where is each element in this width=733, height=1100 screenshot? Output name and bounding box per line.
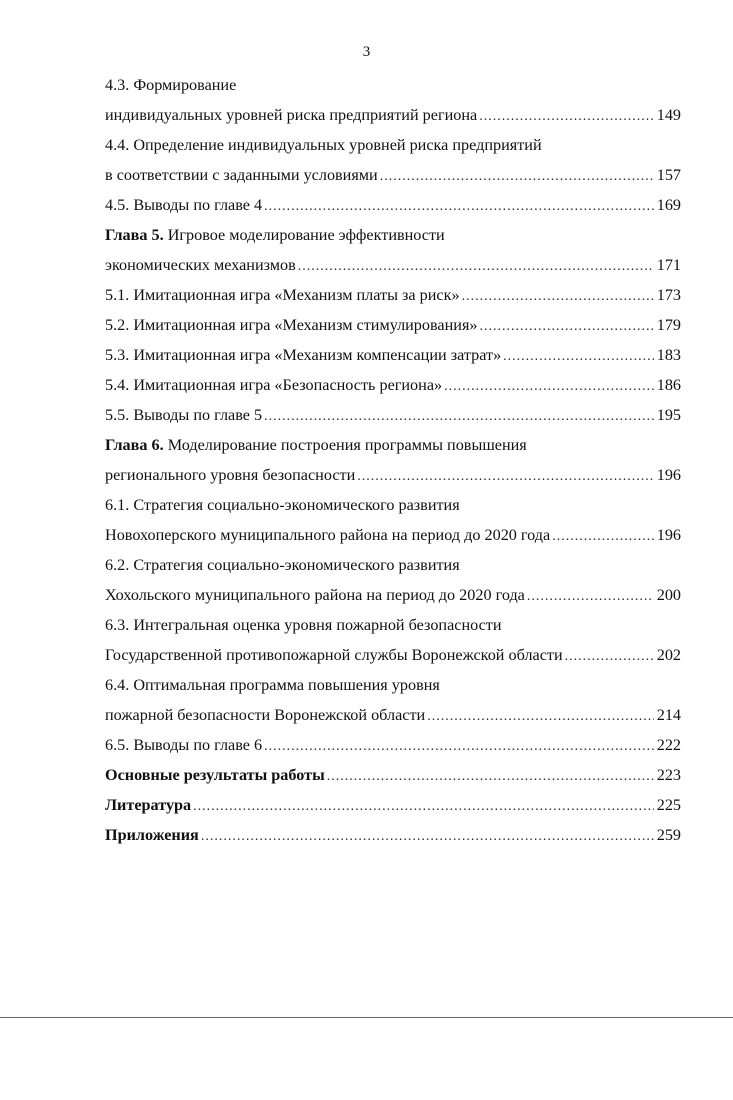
toc-dot-leader [462,282,654,312]
toc-dot-leader [264,732,654,762]
toc-entry-text [105,460,355,490]
toc-entry-title: 6.1. Стратегия социально-экономического развития [105,496,460,514]
toc-entry-text [105,250,296,280]
toc-entry-title: 6.3. Интегральная оценка уровня пожарной безопасности [105,616,502,634]
toc-line [105,130,681,160]
toc-line [105,370,681,400]
toc-entry-title: 6.2. Стратегия социально-экономического развития [105,556,460,574]
toc-line [105,280,681,310]
toc-dot-leader [298,252,654,282]
toc-entry-text [105,640,563,670]
toc-entry-text [105,340,501,370]
page-number: 3 [362,44,371,60]
toc-page-number: 222 [656,736,681,754]
toc-page-number: 196 [656,466,681,484]
toc-line [105,820,681,850]
toc-page-number: 157 [656,166,681,184]
toc-dot-leader [327,762,654,792]
toc-line [105,70,681,100]
toc-page-number: 225 [656,796,681,814]
toc-dot-leader [444,372,654,402]
toc-line [105,730,681,760]
toc-dot-leader [552,522,654,552]
toc-page-number: 196 [656,526,681,544]
toc-dot-leader [427,702,654,732]
toc-entry-title: Моделирование построения программы повышения [163,436,527,454]
footer-rule [0,1017,733,1018]
toc-page-number: 223 [656,766,681,784]
toc-line [105,520,681,550]
toc-page-number: 195 [656,406,681,424]
toc-entry-text [105,760,325,790]
toc-line [105,700,681,730]
toc-line [105,190,681,220]
toc-entry-title: Государственной противопожарной службы Воронежской области [105,646,563,664]
toc-dot-leader [357,462,653,492]
toc-entry-label-bold: Глава 5. [105,226,164,244]
toc-dot-leader [264,402,654,432]
toc-dot-leader [565,642,654,672]
toc-entry-text [105,580,525,610]
toc-entry-text [105,430,527,460]
toc-entry-text [105,610,502,640]
toc-line [105,220,681,250]
toc-entry-text [105,790,191,820]
toc-entry-label-bold: Основные результаты работы [105,766,325,784]
toc-line [105,310,681,340]
toc-line [105,640,681,670]
table-of-contents [105,70,681,850]
toc-line [105,580,681,610]
toc-entry-title: 6.4. Оптимальная программа повышения уровня [105,676,440,694]
toc-entry-text [105,820,199,850]
toc-page-number: 183 [656,346,681,364]
toc-line [105,550,681,580]
toc-entry-title: Игровое моделирование эффективности [163,226,445,244]
toc-page-number: 259 [656,826,681,844]
toc-entry-label-bold: Литература [105,796,192,814]
toc-entry-text [105,220,445,250]
toc-entry-title: в соответствии с заданными условиями [105,166,378,184]
toc-entry-text [105,490,460,520]
toc-dot-leader [479,102,654,132]
toc-dot-leader [193,792,654,822]
toc-entry-title: 5.2. Имитационная игра «Механизм стимулирования» [105,316,478,334]
toc-entry-text [105,70,236,100]
toc-entry-text [105,670,440,700]
toc-entry-title: 4.3. Формирование [105,76,237,94]
toc-dot-leader [264,192,654,222]
toc-entry-text [105,100,477,130]
toc-page-number: 214 [656,706,681,724]
toc-entry-title: индивидуальных уровней риска предприятий региона [105,106,478,124]
toc-line [105,100,681,130]
toc-line [105,670,681,700]
toc-entry-title: пожарной безопасности Воронежской области [105,706,426,724]
toc-page-number: 179 [656,316,681,334]
toc-entry-title: 5.4. Имитационная игра «Безопасность региона» [105,376,443,394]
toc-line [105,460,681,490]
toc-line [105,760,681,790]
toc-entry-title: регионального уровня безопасности [105,466,356,484]
toc-entry-text [105,700,425,730]
toc-entry-title: 5.3. Имитационная игра «Механизм компенсации затрат» [105,346,502,364]
toc-entry-text [105,190,262,220]
toc-page-number: 186 [656,376,681,394]
toc-entry-title: 6.5. Выводы по главе 6 [105,736,263,754]
toc-entry-text [105,520,550,550]
toc-entry-title: 5.5. Выводы по главе 5 [105,406,263,424]
toc-line [105,610,681,640]
toc-line [105,340,681,370]
toc-page-number: 202 [656,646,681,664]
toc-page-number: 200 [656,586,681,604]
toc-line [105,250,681,280]
toc-page-number: 173 [656,286,681,304]
toc-entry-text [105,730,262,760]
toc-entry-label-bold: Глава 6. [105,436,164,454]
toc-entry-text [105,130,542,160]
toc-entry-title: Новохоперского муниципального района на период до 2020 года [105,526,551,544]
toc-line [105,790,681,820]
toc-dot-leader [201,822,654,852]
toc-entry-text [105,550,460,580]
toc-dot-leader [380,162,654,192]
toc-line [105,160,681,190]
toc-line [105,490,681,520]
toc-entry-title: экономических механизмов [105,256,296,274]
toc-dot-leader [503,342,654,372]
toc-line [105,430,681,460]
toc-entry-text [105,370,442,400]
toc-entry-title: 4.5. Выводы по главе 4 [105,196,263,214]
toc-page-number: 171 [656,256,681,274]
toc-entry-label-bold: Приложения [105,826,199,844]
toc-entry-text [105,310,477,340]
toc-entry-title: 5.1. Имитационная игра «Механизм платы за риск» [105,286,460,304]
toc-dot-leader [479,312,653,342]
toc-dot-leader [527,582,654,612]
toc-line [105,400,681,430]
toc-page-number: 169 [656,196,681,214]
toc-entry-text [105,280,460,310]
toc-entry-text [105,400,262,430]
toc-entry-text [105,160,378,190]
toc-entry-title: 4.4. Определение индивидуальных уровней риска предприятий [105,136,542,154]
toc-page-number: 149 [656,106,681,124]
toc-entry-title: Хохольского муниципального района на период до 2020 года [105,586,525,604]
